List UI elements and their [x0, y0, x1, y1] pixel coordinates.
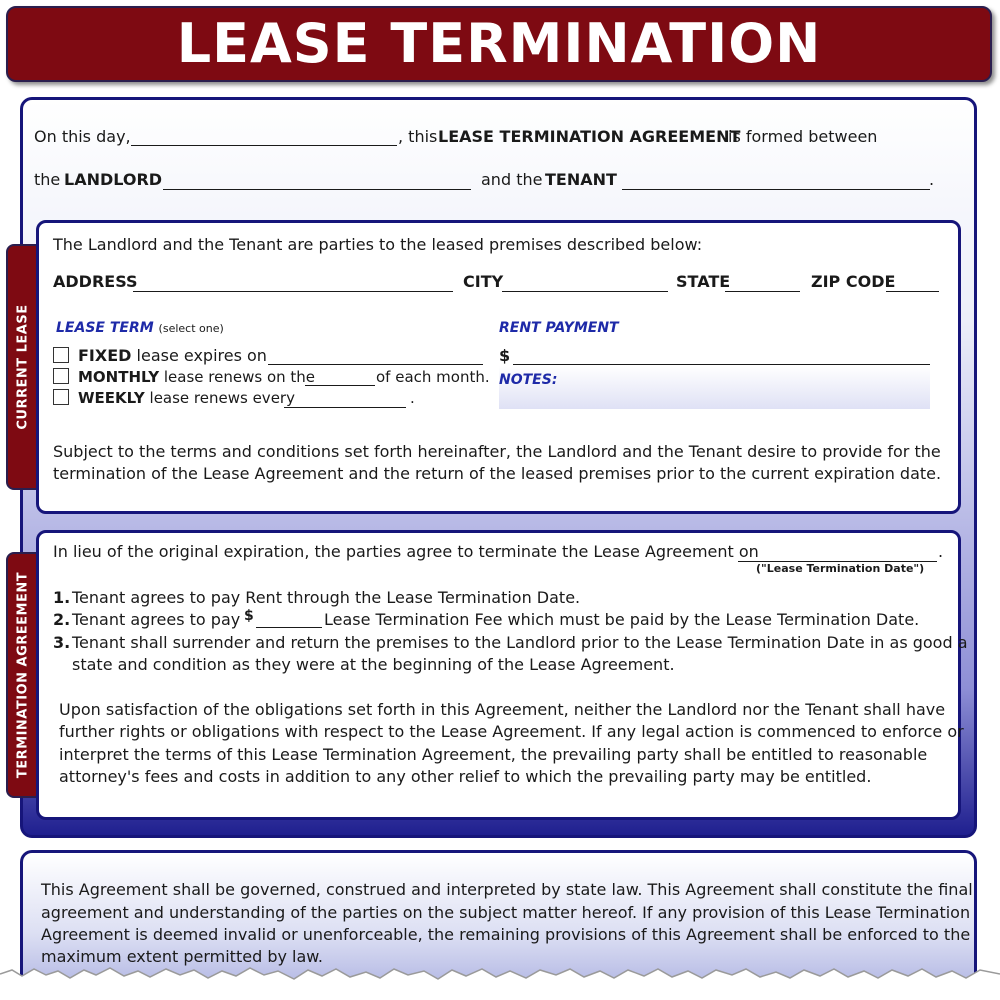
in-lieu-period: . [938, 542, 944, 561]
title-banner [6, 6, 992, 82]
intro-period: . [929, 170, 935, 189]
item-2-number: 2. [53, 610, 71, 629]
termination-date-caption: ("Lease Termination Date") [756, 562, 925, 575]
weekly-option-bold: WEEKLY [78, 389, 145, 407]
monthly-option-suffix: of each month. [376, 368, 490, 386]
footer-line-4: maximum extent permitted by law. [41, 947, 323, 966]
termination-agreement-tab-label: TERMINATION AGREEMENT [15, 571, 31, 779]
select-one-hint: (select one) [158, 322, 224, 335]
lease-term-label [56, 321, 224, 335]
rent-dollar-sign: $ [499, 346, 511, 365]
intro-formed-between: is formed between [728, 127, 878, 146]
termination-fee-field[interactable] [256, 627, 322, 628]
item-2-text-b: Lease Termination Fee which must be paid by the Lease Termination Date. [324, 610, 920, 629]
item-3-text-b: state and condition as they were at the beginning of the Lease Agreement. [72, 655, 675, 674]
footer-line-3: Agreement is deemed invalid or unenforceable, the remaining provisions of this Agreement shall be enforced to the [41, 925, 971, 944]
fixed-expiry-field[interactable] [268, 364, 483, 365]
rent-payment-label: RENT PAYMENT [499, 320, 619, 336]
page-title: LEASE TERMINATION [176, 12, 822, 75]
intro-and-the: and the [481, 170, 543, 189]
monthly-option-bold: MONTHLY [78, 368, 160, 386]
item-1-text: Tenant agrees to pay Rent through the Lease Termination Date. [72, 588, 581, 607]
item-3-number: 3. [53, 633, 71, 652]
fixed-option-bold: FIXED [78, 346, 132, 365]
lease-term-label-text: LEASE TERM [56, 320, 154, 336]
weekly-option-label [78, 391, 295, 406]
weekly-checkbox[interactable] [53, 389, 69, 405]
footer-line-1: This Agreement shall be governed, construed and interpreted by state law. This Agreement shall constitute the final [41, 880, 973, 899]
monthly-day-field[interactable] [305, 385, 375, 386]
address-label: ADDRESS [53, 272, 138, 291]
zip-code-field[interactable] [886, 291, 939, 292]
weekly-option-suffix: . [410, 389, 415, 407]
satisfaction-line-3: interpret the terms of this Lease Termination Agreement, the prevailing party shall be entitled to reasonable [59, 745, 928, 764]
current-lease-tab-label: CURRENT LEASE [15, 304, 31, 430]
in-lieu-text: In lieu of the original expiration, the parties agree to terminate the Lease Agreement on [53, 542, 759, 561]
landlord-name-field[interactable] [163, 189, 471, 190]
satisfaction-line-2: further rights or obligations with respect to the Lease Agreement. If any legal action is commenced to enforce or [59, 722, 964, 741]
subject-line-2: termination of the Lease Agreement and the return of the leased premises prior to the current expiration date. [53, 464, 942, 483]
state-label: STATE [676, 272, 731, 291]
weekly-interval-field[interactable] [284, 407, 406, 408]
rent-amount-field[interactable] [513, 364, 930, 365]
notes-label: NOTES: [499, 372, 558, 388]
fixed-option-text: lease expires on [136, 346, 267, 365]
subject-line-1: Subject to the terms and conditions set forth hereinafter, the Landlord and the Tenant desire to provide for the [53, 442, 941, 461]
current-lease-description: The Landlord and the Tenant are parties to the leased premises described below: [53, 235, 703, 254]
footer-line-2: agreement and understanding of the parties on the subject matter hereof. If any provision of this Lease Termination [41, 903, 971, 922]
item-2-text-a: Tenant agrees to pay [72, 610, 241, 629]
item-1-number: 1. [53, 588, 71, 607]
termination-agreement-tab [6, 552, 40, 798]
monthly-checkbox[interactable] [53, 368, 69, 384]
intro-the: the [34, 170, 61, 189]
satisfaction-line-4: attorney's fees and costs in addition to any other relief to which the prevailing party may be entitled. [59, 767, 872, 786]
current-lease-tab [6, 244, 40, 490]
city-label: CITY [463, 272, 504, 291]
state-field[interactable] [725, 291, 800, 292]
monthly-option-label [78, 370, 315, 385]
torn-edge [0, 960, 1000, 1000]
satisfaction-line-1: Upon satisfaction of the obligations set forth in this Agreement, neither the Landlord nor the Tenant shall have [59, 700, 946, 719]
city-field[interactable] [502, 291, 668, 292]
date-field[interactable] [131, 145, 397, 146]
intro-on-this-day: On this day, [34, 127, 131, 146]
item-3-text-a: Tenant shall surrender and return the premises to the Landlord prior to the Lease Termination Date in as good a [72, 633, 968, 652]
fixed-option-label [78, 348, 267, 364]
monthly-option-text: lease renews on the [163, 368, 316, 386]
intro-landlord-label: LANDLORD [64, 170, 163, 189]
fixed-checkbox[interactable] [53, 347, 69, 363]
tenant-name-field[interactable] [622, 189, 930, 190]
item-2-dollar-sign: $ [244, 608, 254, 624]
notes-field[interactable] [499, 366, 930, 409]
address-field[interactable] [133, 291, 453, 292]
intro-tenant-label: TENANT [545, 170, 617, 189]
weekly-option-text: lease renews every [149, 389, 295, 407]
intro-agreement-name: LEASE TERMINATION AGREEMENT [438, 127, 741, 146]
intro-this: , this [398, 127, 438, 146]
zip-code-label: ZIP CODE [811, 272, 896, 291]
